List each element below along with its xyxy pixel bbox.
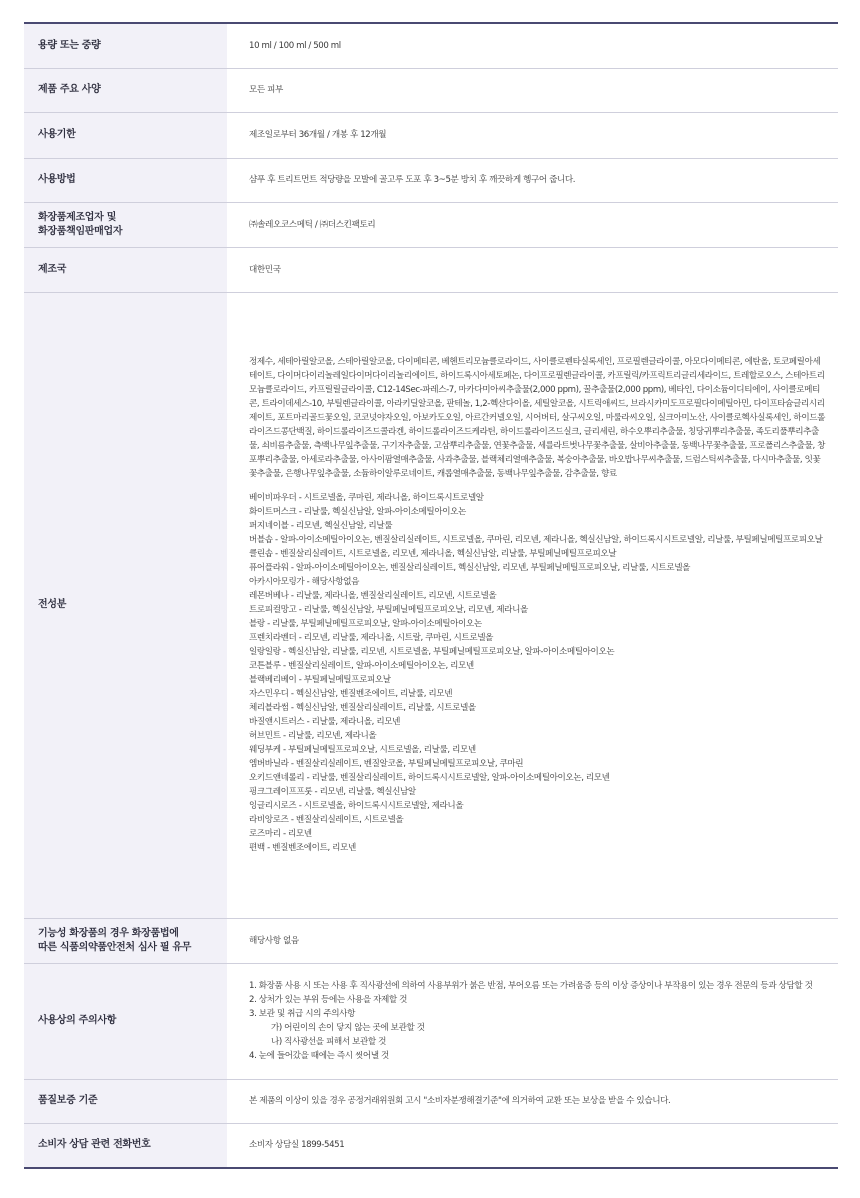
label-phone: 소비자 상담 관련 전화번호: [24, 1123, 227, 1168]
label-quality: 품질보증 기준: [24, 1079, 227, 1123]
value-precautions: [227, 963, 838, 1079]
label-ingredients: 전성분: [24, 292, 227, 918]
allergen-item: 클린솝 - 벤질살리실레이트, 시트로넬올, 리모넨, 제라니올, 헥실신남알, 리날룰, 부틸페닐메틸프로피오날: [249, 549, 617, 559]
row-precautions: [24, 963, 838, 1079]
allergen-item: 편백 - 벤질벤조에이트, 리모넨: [249, 843, 356, 853]
row-manufacturer: [24, 202, 838, 247]
allergen-item: 체리블라썸 - 헥실신남알, 벤질살리실레이트, 리날룰, 시트로넬올: [249, 703, 476, 713]
row-ingredients: [24, 292, 838, 918]
allergen-item: 로즈마리 - 리모넨: [249, 829, 312, 839]
allergen-item: 프렌치라벤더 - 리모넨, 리날룰, 제라니올, 시트랄, 쿠마린, 시트로넬올: [249, 633, 494, 643]
allergen-item: 블랙베리베이 - 부틸페닐메틸프로피오날: [249, 675, 391, 685]
label-precautions: 사용상의 주의사항: [24, 963, 227, 1079]
product-info-table-wrapper: [24, 22, 838, 1169]
allergen-item: 코튼블루 - 벤질살리실레이트, 알파-아이소메틸아이오논, 리모넨: [249, 661, 474, 671]
value-manufacturer: ㈜솔레오코스메틱 / ㈜더스킨팩토리: [227, 202, 838, 247]
label-functional: 기능성 화장품의 경우 화장품법에 따른 식품의약품안전처 심사 필 유무: [24, 918, 227, 963]
label-country: 제조국: [24, 247, 227, 292]
value-phone: 소비자 상담실 1899-5451: [249, 1140, 345, 1151]
value-ingredients: [227, 292, 838, 918]
ingredients-spacer: [249, 481, 826, 491]
allergen-item: 잉글리시로즈 - 시트로넬올, 하이드록시시트로넬알, 제라니올: [249, 801, 464, 811]
value-usage: 샴푸 후 트리트먼트 적당량을 모발에 골고루 도포 후 3~5분 방치 후 깨끗하게 헹구어 줍니다.: [227, 158, 838, 202]
precaution-item: 1. 화장품 사용 시 또는 사용 후 직사광선에 의하여 사용부위가 붉은 반점, 부어오름 또는 가려움증 등의 이상 증상이나 부작용이 있는 경우 전문의 등과 상담할 것: [249, 981, 813, 991]
product-info-table: [24, 22, 838, 1169]
allergen-list: [249, 491, 826, 855]
row-spec: [24, 68, 838, 112]
label-spec: 제품 주요 사양: [24, 68, 227, 112]
row-volume: [24, 23, 838, 68]
allergen-item: 오키드앤네롤리 - 리날룰, 벤질살리실레이트, 하이드록시시트로넬알, 알파-아이소메틸아이오논, 리모넨: [249, 773, 610, 783]
precautions-list: [249, 979, 826, 1063]
row-expiry: [24, 112, 838, 158]
value-functional: 해당사항 없음: [227, 918, 838, 963]
allergen-item: 화이트머스크 - 리날룰, 헥실신남알, 알파-아이소메틸아이오논: [249, 507, 466, 517]
value-quality: 본 제품의 이상이 있을 경우 공정거래위원회 고시 "소비자분쟁해결기준"에 의거하여 교환 또는 보상을 받을 수 있습니다.: [227, 1079, 838, 1123]
allergen-item: 퓨어플라워 - 알파-아이소메틸아이오논, 벤질살리실레이트, 헥실신남알, 리모넨, 부틸페닐메틸프로피오날, 리날룰, 시트로넬올: [249, 563, 691, 573]
allergen-item: 일랑일랑 - 헥실신남알, 리날룰, 리모넨, 시트로넬올, 부틸페닐메틸프로피오날, 알파-아이소메틸아이오논: [249, 647, 615, 657]
ingredients-text: 정제수, 세테아릴알코올, 스테아릴알코올, 다이메티콘, 베헨트리모늄클로라이드, 사이클로펜타실록세인, 프로필렌글라이콜, 아모다이메티콘, 에탄올, 토코페릴아세테이트, 다이머다이리놀레일다이머다이리놀리에이트, 하이드록시아세토페논, 다이프로필렌글라이콜, 카프릴릭/카프릭트리글리세라이드, 트레할로오스, 스테아트리모늄클로라이드, 카프릴릴글라이콜, C12-14Sec-파레스-7, 마카다미아씨추출물(2,000 ppm), 꿀추출물(2,000 ppm), 베타인, 다이소듐이디티에이, 사이클로메티콘, 트라이데세스-10, 부틸렌글라이콜, 아라키딜알코올, 판테놀, 1,2-헥산다이올, 세틸알코올, 시트릭애씨드, 브라시카미도프로필다이메틸아민, 다이프타슘글리시리제이트, 포트마리골드꽃오일, 코코넛야자오일, 아보카도오일, 아르간커넬오일, 시어버터, 살구씨오일, 마룰라씨오일, 실크아미노산, 사이클로헥사실록세인, 하이드롤라이즈드콩단백질, 하이드롤라이즈드콜라겐, 하이드롤라이즈드케라틴, 하이드롤라이즈드실크, 글리세린, 하수오뿌리추출물, 칭당귀뿌리추출물, 족도리풀뿌리추출물, 쇠비름추출물, 측백나무잎추출물, 구기자추출물, 고삼뿌리추출물, 연꽃추출물, 세를라트벗나무꽃추출물, 살비아추출물, 동백나무꽃추출물, 프로폴리스추출물, 창포뿌리추출물, 아세로라추출물, 아사이팜열매추출물, 사과추출물, 블랙체리열매추출물, 복숭아추출물, 바오밥나무씨추출물, 드럼스틱씨추출물, 다시마추출물, 잇꽃꽃추출물, 은행나무잎추출물, 소듐하이알루로네이트, 캐롭열매추출물, 동백나무잎추출물, 감추출물, 향료: [249, 357, 826, 479]
allergen-item: 트로피컬망고 - 리날룰, 헥실신남알, 부틸페닐메틸프로피오날, 리모넨, 제라니올: [249, 605, 528, 615]
label-manufacturer: 화장품제조업자 및 화장품책임판매업자: [24, 202, 227, 247]
allergen-item: 허브민트 - 리날룰, 리모넨, 제라니올: [249, 731, 377, 741]
row-functional: [24, 918, 838, 963]
row-phone: [24, 1123, 838, 1168]
label-expiry: 사용기한: [24, 112, 227, 158]
value-expiry: 제조일로부터 36개월 / 개봉 후 12개월: [227, 112, 838, 158]
value-spec: 모든 피부: [227, 68, 838, 112]
allergen-item: 핑크그레이프프룻 - 리모넨, 리날룰, 헥실신남알: [249, 787, 416, 797]
precaution-item: 3. 보관 및 취급 시의 주의사항: [249, 1009, 355, 1019]
precaution-item: 나) 직사광선을 피해서 보관할 것: [271, 1037, 387, 1047]
value-country: 대한민국: [227, 247, 838, 292]
allergen-item: 바질앤시트러스 - 리날룰, 제라니올, 리모넨: [249, 717, 401, 727]
precaution-item: 2. 상처가 있는 부위 등에는 사용을 자제할 것: [249, 995, 408, 1005]
label-volume: 용량 또는 중량: [24, 23, 227, 68]
allergen-item: 블랑 - 리날룰, 부틸페닐메틸프로피오날, 알파-아이소메틸아이오논: [249, 619, 482, 629]
allergen-item: 퍼지네이블 - 리모넨, 헥실신남알, 리날룰: [249, 521, 393, 531]
row-country: [24, 247, 838, 292]
allergen-item: 라비앙로즈 - 벤질살리실레이트, 시트로넬올: [249, 815, 404, 825]
precaution-item: 가) 어린이의 손이 닿지 않는 곳에 보관할 것: [271, 1023, 425, 1033]
value-volume: 10 ml / 100 ml / 500 ml: [227, 23, 838, 68]
allergen-item: 웨딩부케 - 부틸페닐메틸프로피오날, 시트로넬올, 리날룰, 리모넨: [249, 745, 476, 755]
allergen-item: 엠버바닐라 - 벤질살리실레이트, 벤질알코올, 부틸페닐메틸프로피오날, 쿠마린: [249, 759, 524, 769]
row-usage: [24, 158, 838, 202]
allergen-item: 베이비파우더 - 시트로넬올, 쿠마린, 제라니올, 하이드록시트로넬알: [249, 493, 484, 503]
precaution-item: 4. 눈에 들어갔을 때에는 즉시 씻어낼 것: [249, 1051, 389, 1061]
allergen-item: 레몬버베나 - 리날룰, 제라니올, 벤질살리실레이트, 리모넨, 시트로넬올: [249, 591, 497, 601]
row-quality: [24, 1079, 838, 1123]
allergen-item: 자스민우디 - 헥실신남알, 벤질벤조에이트, 리날룰, 리모넨: [249, 689, 453, 699]
allergen-item: 아카시아모링가 - 해당사항없음: [249, 577, 360, 587]
label-usage: 사용방법: [24, 158, 227, 202]
allergen-item: 버블솝 - 알파-아이소메틸아이오논, 벤질살리실레이트, 시트로넬올, 쿠마린, 리모넨, 제라니올, 헥실신남알, 하이드록시시트로넬알, 리날룰, 부틸페닐메틸프로피오날: [249, 535, 823, 545]
